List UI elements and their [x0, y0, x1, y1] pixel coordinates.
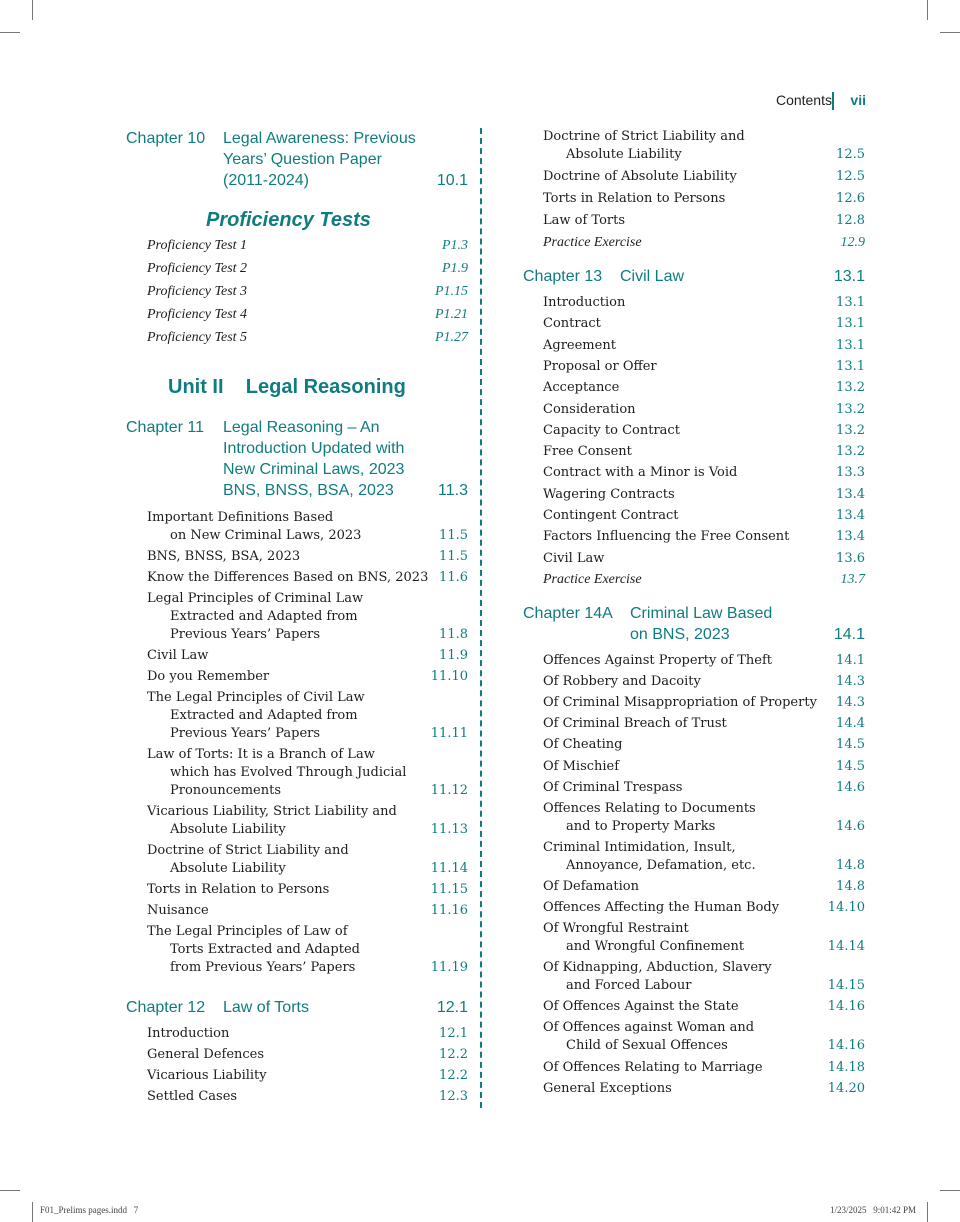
toc-entry[interactable] [543, 800, 865, 836]
toc-entry-page: 11.11 [430, 726, 468, 741]
chapter-page: 14.1 [833, 626, 865, 643]
toc-entry-label: Absolute Liability [170, 822, 286, 837]
toc-entry-label: Offences Affecting the Human Body [543, 900, 780, 915]
toc-entry-label: Important Definitions Based [147, 510, 334, 525]
chapter-title-line: Criminal Law Based [630, 605, 773, 622]
toc-entry-page: 11.16 [430, 903, 468, 918]
toc-entry-page: 13.2 [836, 422, 865, 438]
chapter-number: Chapter 10 [126, 130, 206, 147]
toc-entry-label: Agreement [543, 337, 616, 353]
toc-entry[interactable] [147, 1046, 468, 1064]
chapter-page: 13.1 [833, 268, 865, 285]
crop-mark [32, 1202, 33, 1222]
toc-entry[interactable] [543, 550, 865, 568]
header-divider [832, 92, 834, 110]
toc-entry-label: Doctrine of Absolute Liability [543, 169, 737, 184]
toc-entry-label: Torts in Relation to Persons [543, 191, 726, 206]
toc-entry[interactable] [543, 878, 865, 896]
toc-entry-label: Do you Remember [147, 669, 270, 684]
chapter-number: Chapter 14A [523, 605, 613, 622]
toc-entry-page: 14.16 [827, 1038, 865, 1054]
toc-entry-label: Proficiency Test 4 [147, 307, 248, 322]
toc-entry-page: 13.1 [836, 358, 865, 374]
chapter-title-line: Introduction Updated with [223, 440, 405, 457]
toc-entry[interactable] [543, 779, 865, 797]
toc-entry-label: Of Offences Against the State [543, 999, 739, 1015]
crop-mark [32, 0, 33, 20]
toc-entry-label: Practice Exercise [543, 571, 642, 587]
toc-entry[interactable] [543, 422, 865, 440]
toc-entry-page: 14.20 [827, 1080, 865, 1096]
toc-entry-page: 14.10 [827, 900, 865, 915]
chapter-title: Civil Law [620, 268, 685, 285]
toc-entry-page: 14.16 [827, 999, 865, 1015]
toc-entry-page: P1.27 [434, 330, 468, 345]
toc-entry-label: Settled Cases [147, 1089, 238, 1104]
toc-entry[interactable] [147, 1088, 468, 1106]
toc-entry-label: Factors Influencing the Free Consent [543, 529, 790, 545]
toc-entry-label: Of Robbery and Dacoity [543, 674, 701, 690]
toc-entry-page: 12.2 [439, 1047, 468, 1062]
chapter-14a-entry[interactable] [523, 603, 865, 647]
toc-entry-label: Criminal Intimidation, Insult, [543, 839, 736, 855]
toc-entry-page: 11.5 [439, 528, 468, 543]
toc-entry[interactable] [543, 1019, 865, 1055]
toc-entry[interactable] [147, 329, 468, 347]
chapter-title-line: Legal Reasoning – An [223, 419, 380, 436]
toc-entry-page: 11.9 [439, 648, 468, 663]
toc-entry[interactable] [543, 839, 865, 875]
toc-entry-label: Contract [543, 316, 601, 332]
toc-entry-page: 12.6 [836, 191, 865, 206]
toc-entry-page: 12.5 [836, 169, 865, 184]
toc-entry-page: 13.2 [836, 380, 865, 396]
toc-entry-page: 13.1 [836, 337, 865, 353]
toc-entry-page: 13.7 [840, 571, 865, 587]
toc-entry[interactable] [543, 998, 865, 1016]
toc-entry-page: 11.6 [439, 570, 468, 585]
toc-entry[interactable] [543, 507, 865, 525]
toc-entry-label: Wagering Contracts [543, 486, 675, 502]
toc-entry[interactable] [147, 1025, 468, 1043]
toc-entry-label: and to Property Marks [566, 818, 716, 834]
toc-entry-label: Torts Extracted and Adapted [170, 942, 360, 957]
toc-entry-label: Nuisance [147, 903, 209, 918]
toc-entry-label: Of Criminal Misappropriation of Property [543, 695, 817, 711]
toc-entry-page: P1.15 [434, 284, 468, 299]
toc-entry-page: 11.10 [430, 669, 468, 684]
toc-entry-page: 11.19 [430, 960, 468, 975]
toc-entry-label: Torts in Relation to Persons [147, 882, 330, 897]
toc-entry[interactable] [147, 306, 468, 324]
toc-entry[interactable] [147, 668, 468, 686]
toc-entry-page: 12.9 [840, 235, 865, 250]
toc-entry[interactable] [147, 237, 468, 255]
toc-entry[interactable] [543, 190, 865, 208]
toc-entry[interactable] [147, 283, 468, 301]
toc-entry-page: 14.3 [836, 695, 865, 711]
toc-entry[interactable] [543, 464, 865, 482]
toc-entry[interactable] [543, 652, 865, 670]
toc-entry[interactable] [543, 234, 865, 252]
toc-entry[interactable] [543, 486, 865, 504]
toc-entry-page: 11.5 [439, 549, 468, 564]
toc-entry-page: 14.5 [836, 737, 865, 753]
toc-entry-label: Practice Exercise [543, 235, 642, 250]
toc-entry-label: Extracted and Adapted from [170, 609, 358, 624]
toc-entry[interactable] [543, 128, 865, 164]
toc-entry[interactable] [147, 590, 468, 644]
toc-entry-label: and Forced Labour [566, 978, 692, 994]
toc-entry[interactable] [543, 715, 865, 733]
toc-entry[interactable] [543, 379, 865, 397]
toc-entry[interactable] [543, 212, 865, 230]
toc-entry-page: 14.5 [836, 758, 865, 774]
toc-entry-label: Offences Against Property of Theft [543, 653, 773, 668]
toc-entry-page: 13.2 [836, 444, 865, 460]
toc-entry-label: Law of Torts [543, 213, 626, 228]
chapter-number: Chapter 12 [126, 999, 206, 1016]
toc-entry-label: Doctrine of Strict Liability and [543, 129, 745, 144]
chapter-title-line: BNS, BNSS, BSA, 2023 [223, 482, 394, 499]
chapter-title-line: Legal Awareness: Previous [223, 130, 416, 147]
toc-entry-label: Know the Differences Based on BNS, 2023 [147, 570, 429, 585]
chapter-title-line: (2011-2024) [223, 172, 309, 189]
toc-entry[interactable] [543, 358, 865, 376]
toc-entry[interactable] [147, 548, 468, 566]
chapter-page: 10.1 [436, 172, 468, 189]
toc-entry-label: Of Criminal Trespass [543, 779, 683, 795]
toc-entry-label: Of Criminal Breach of Trust [543, 716, 727, 732]
toc-entry-page: 12.8 [836, 213, 865, 228]
toc-entry[interactable] [147, 647, 468, 665]
toc-entry[interactable] [543, 315, 865, 333]
toc-entry[interactable] [543, 1080, 865, 1098]
toc-entry-label: Civil Law [543, 550, 605, 566]
toc-entry[interactable] [147, 569, 468, 587]
toc-entry-page: 14.4 [836, 716, 865, 732]
toc-entry[interactable] [543, 168, 865, 186]
chapter-title-line: Years’ Question Paper [223, 151, 382, 168]
chapter-11-entry[interactable] [126, 417, 468, 501]
toc-entry-page: 14.15 [827, 978, 865, 994]
toc-entry-label: Introduction [543, 295, 626, 310]
toc-entry-label: Annoyance, Defamation, etc. [566, 857, 756, 873]
toc-entry-label: Pronouncements [170, 783, 281, 798]
toc-entry-page: 11.12 [430, 783, 468, 798]
toc-entry[interactable] [543, 959, 865, 995]
toc-entry-page: 12.2 [439, 1068, 468, 1083]
toc-entry-label: Acceptance [543, 380, 620, 396]
toc-entry[interactable] [543, 401, 865, 419]
toc-entry[interactable] [147, 803, 468, 839]
toc-entry[interactable] [147, 842, 468, 878]
toc-entry-page: P1.3 [441, 238, 468, 253]
toc-entry[interactable] [147, 746, 468, 800]
toc-entry-label: Previous Years’ Papers [170, 627, 321, 642]
chapter-number: Chapter 13 [523, 268, 603, 285]
toc-entry-page: 11.15 [430, 882, 468, 897]
toc-entry-page: 14.8 [836, 878, 865, 894]
toc-entry-label: which has Evolved Through Judicial [170, 765, 407, 780]
toc-entry-page: 11.8 [439, 627, 468, 642]
toc-entry-label: Of Offences against Woman and [543, 1020, 755, 1036]
toc-entry[interactable] [543, 694, 865, 712]
toc-entry-label: Civil Law [147, 648, 209, 663]
toc-entry[interactable] [543, 443, 865, 461]
toc-entry-page: 14.8 [836, 857, 865, 873]
toc-entry-label: The Legal Principles of Law of [147, 924, 348, 939]
toc-entry-label: General Exceptions [543, 1080, 672, 1096]
toc-entry-label: Free Consent [543, 444, 632, 460]
toc-entry-page: 13.6 [836, 550, 865, 566]
toc-entry-label: Of Defamation [543, 878, 639, 894]
crop-mark [927, 1202, 928, 1222]
toc-entry[interactable] [147, 923, 468, 977]
chapter-12-entry[interactable] [126, 997, 468, 1019]
chapter-page: 11.3 [438, 482, 468, 499]
toc-entry[interactable] [147, 881, 468, 899]
toc-entry-label: from Previous Years’ Papers [170, 960, 356, 975]
toc-entry-label: on New Criminal Laws, 2023 [170, 528, 362, 543]
header-section: Contents [775, 92, 832, 108]
running-header [740, 92, 880, 112]
toc-entry-label: Absolute Liability [170, 861, 286, 876]
toc-entry-label: Contingent Contract [543, 508, 679, 523]
header-page-number: vii [850, 92, 866, 108]
chapter-title-line: New Criminal Laws, 2023 [223, 461, 405, 478]
toc-entry-label: BNS, BNSS, BSA, 2023 [147, 549, 301, 564]
toc-entry[interactable] [543, 1059, 865, 1077]
unit-heading: Unit II Legal Reasoning [168, 376, 406, 398]
toc-entry-page: 12.1 [439, 1026, 468, 1041]
footer-file: F01_Prelims pages.indd 7 [40, 1205, 139, 1215]
toc-entry-page: 14.18 [827, 1059, 865, 1075]
toc-entry-page: 13.1 [836, 295, 865, 310]
chapter-10-entry[interactable] [126, 128, 468, 192]
toc-entry[interactable] [543, 528, 865, 546]
toc-entry[interactable] [543, 758, 865, 776]
toc-entry-page: 13.1 [836, 316, 865, 332]
toc-entry-page: 13.2 [836, 401, 865, 417]
toc-entry-label: Vicarious Liability, Strict Liability and [147, 804, 397, 819]
toc-entry-page: 13.3 [836, 465, 865, 481]
toc-entry-label: Proficiency Test 2 [147, 261, 248, 276]
toc-entry-label: Doctrine of Strict Liability and [147, 843, 349, 858]
chapter-title: Law of Torts [223, 999, 309, 1016]
toc-entry-page: 11.14 [430, 861, 468, 876]
toc-entry-label: Vicarious Liability [147, 1068, 267, 1083]
toc-entry[interactable] [543, 294, 865, 312]
toc-entry-label: Contract with a Minor is Void [543, 465, 738, 481]
toc-entry[interactable] [543, 736, 865, 754]
toc-entry[interactable] [147, 509, 468, 545]
toc-entry-label: Law of Torts: It is a Branch of Law [147, 747, 375, 762]
toc-entry-label: and Wrongful Confinement [566, 939, 745, 955]
toc-entry-label: Of Cheating [543, 737, 623, 753]
toc-entry-label: Proposal or Offer [543, 358, 657, 374]
column-divider [480, 128, 482, 1108]
toc-entry-page: 14.14 [827, 939, 865, 955]
toc-entry-page: P1.21 [434, 307, 468, 322]
chapter-title-line: on BNS, 2023 [630, 626, 730, 643]
crop-mark [0, 32, 20, 33]
toc-entry-label: Legal Principles of Criminal Law [147, 591, 364, 606]
toc-entry-label: General Defences [147, 1047, 265, 1062]
toc-entry[interactable] [543, 673, 865, 691]
toc-entry[interactable] [543, 337, 865, 355]
toc-entry-label: Offences Relating to Documents [543, 800, 756, 816]
toc-entry-page: 13.4 [836, 486, 865, 502]
toc-entry-page: 12.3 [439, 1089, 468, 1104]
toc-entry-page: P1.9 [441, 261, 468, 276]
toc-entry-page: 14.1 [836, 653, 865, 668]
toc-entry-label: Introduction [147, 1026, 230, 1041]
toc-entry-page: 14.3 [836, 674, 865, 690]
toc-entry-label: Of Kidnapping, Abduction, Slavery [543, 960, 772, 976]
crop-mark [940, 1190, 960, 1191]
toc-entry-page: 14.6 [836, 818, 865, 834]
toc-entry-label: Proficiency Test 5 [147, 330, 248, 345]
toc-entry[interactable] [147, 689, 468, 743]
chapter-13-entry[interactable] [523, 266, 865, 288]
chapter-page: 12.1 [436, 999, 468, 1016]
toc-entry-label: Child of Sexual Offences [566, 1038, 728, 1054]
toc-entry-page: 14.6 [836, 779, 865, 795]
toc-entry-label: The Legal Principles of Civil Law [147, 690, 365, 705]
toc-entry-page: 11.13 [430, 822, 468, 837]
toc-entry[interactable] [543, 920, 865, 956]
section-heading: Proficiency Tests [206, 209, 371, 231]
toc-entry-label: Absolute Liability [566, 147, 682, 162]
toc-entry[interactable] [147, 260, 468, 278]
crop-mark [0, 1190, 20, 1191]
toc-entry-label: Capacity to Contract [543, 422, 680, 438]
toc-entry-page: 13.4 [836, 529, 865, 545]
crop-mark [940, 32, 960, 33]
toc-entry-label: Of Offences Relating to Marriage [543, 1059, 763, 1075]
toc-entry[interactable] [543, 899, 865, 917]
toc-entry[interactable] [543, 571, 865, 589]
toc-entry-label: Consideration [543, 401, 636, 417]
toc-entry[interactable] [147, 902, 468, 920]
toc-entry-label: Of Mischief [543, 758, 620, 774]
toc-entry-label: Extracted and Adapted from [170, 708, 358, 723]
crop-mark [927, 0, 928, 20]
toc-entry-label: Proficiency Test 1 [147, 238, 248, 253]
chapter-number: Chapter 11 [126, 419, 204, 436]
footer-timestamp: 1/23/2025 9:01:42 PM [829, 1205, 916, 1215]
toc-entry[interactable] [147, 1067, 468, 1085]
toc-entry-label: Of Wrongful Restraint [543, 921, 689, 937]
toc-entry-page: 12.5 [836, 147, 865, 162]
toc-entry-label: Proficiency Test 3 [147, 284, 248, 299]
toc-entry-label: Previous Years’ Papers [170, 726, 321, 741]
toc-entry-page: 13.4 [836, 508, 865, 523]
